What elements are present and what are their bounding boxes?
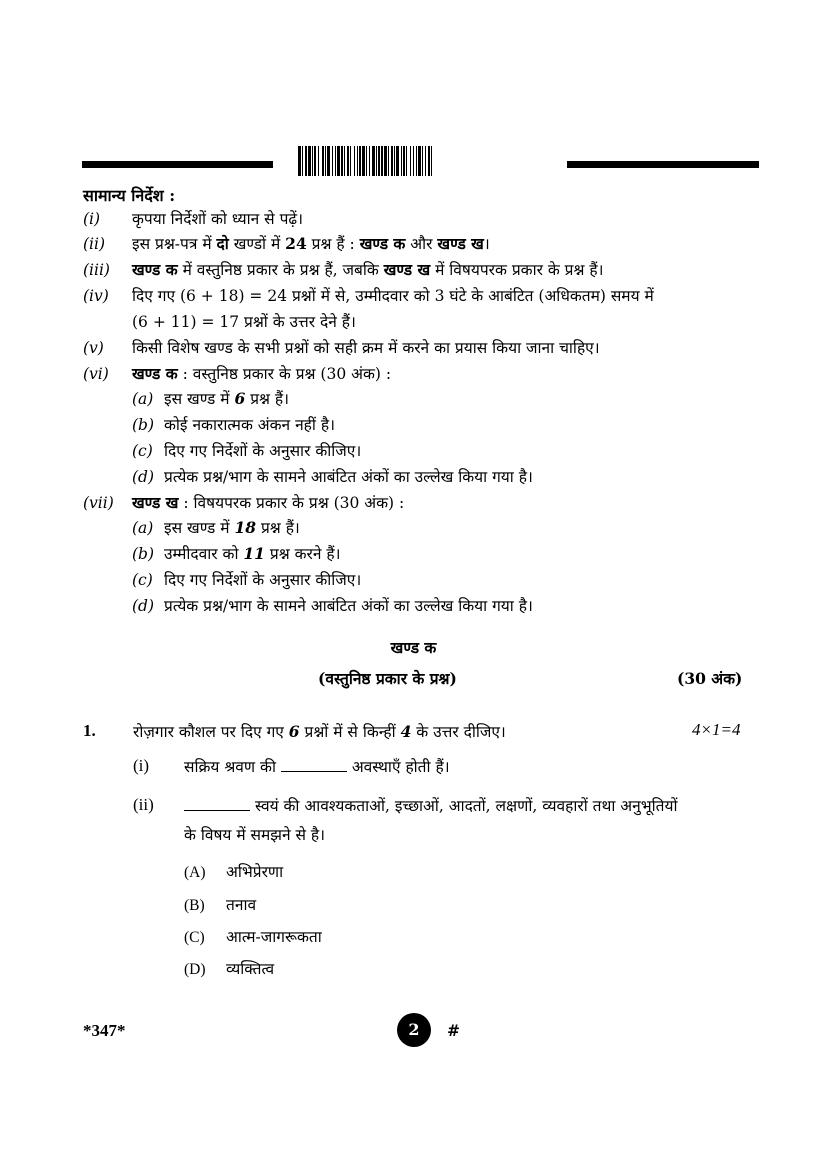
page-number: 2 <box>397 1013 431 1047</box>
subquestion-i-number: (i) <box>133 756 150 775</box>
option-b: (B) तनाव <box>184 896 257 914</box>
instruction-text: खण्ड ख : विषयपरक प्रकार के प्रश्न (30 अंक) : <box>132 493 405 512</box>
question-marks: 4×1=4 <box>692 720 741 739</box>
instruction-number: (v) <box>83 339 104 357</box>
instruction-text: (6 + 11) = 17 प्रश्नों के उत्तर देने हैं। <box>132 313 356 331</box>
question-text: रोज़गार कौशल पर दिए गए 6 प्रश्नों में से किन्हीं 4 के उत्तर दीजिए। <box>133 722 506 741</box>
answer-blank <box>281 757 347 772</box>
instruction-text: खण्ड क : वस्तुनिष्ठ प्रकार के प्रश्न (30 अंक) : <box>132 364 392 383</box>
instruction-text: इस खण्ड में 6 प्रश्न हैं। <box>164 389 290 408</box>
paper-code: *347* <box>83 1021 126 1040</box>
instruction-number: (a) <box>132 390 154 408</box>
instruction-number: (b) <box>132 416 155 434</box>
instruction-number: (c) <box>132 442 153 460</box>
subquestion-i-text: सक्रिय श्रवण की अवस्थाएँ होती हैं। <box>184 758 450 776</box>
instruction-text: कृपया निर्देशों को ध्यान से पढ़ें। <box>132 210 303 228</box>
instruction-text: प्रत्येक प्रश्न/भाग के सामने आबंटित अंकों का उल्लेख किया गया है। <box>164 597 533 615</box>
instruction-text: प्रत्येक प्रश्न/भाग के सामने आबंटित अंकों का उल्लेख किया गया है। <box>164 468 533 486</box>
section-marks: (30 अंक) <box>677 669 743 688</box>
top-rule-left <box>82 161 273 168</box>
instruction-text: दिए गए (6 + 18) = 24 प्रश्नों में से, उम्मीदवार को 3 घंटे के आबंटित (अधिकतम) समय में <box>132 287 654 305</box>
section-subtitle: (वस्तुनिष्ठ प्रकार के प्रश्न) <box>318 669 457 688</box>
question-number: 1. <box>83 721 96 740</box>
instruction-text: उम्मीदवार को 11 प्रश्न करने हैं। <box>164 544 341 563</box>
instruction-text: इस प्रश्न-पत्र में दो खण्डों में 24 प्रश्न हैं : खण्ड क और खण्ड ख। <box>132 234 490 253</box>
instructions-title: सामान्य निर्देश : <box>83 186 176 205</box>
footer-hash-mark: # <box>447 1021 460 1040</box>
instruction-number: (c) <box>132 571 153 589</box>
instruction-number: (ii) <box>83 235 106 253</box>
instruction-text: दिए गए निर्देशों के अनुसार कीजिए। <box>164 442 362 460</box>
instruction-number: (b) <box>132 545 155 563</box>
subquestion-ii-number: (ii) <box>133 795 154 814</box>
instruction-text: किसी विशेष खण्ड के सभी प्रश्नों को सही क्रम में करने का प्रयास किया जाना चाहिए। <box>132 339 600 357</box>
barcode <box>298 146 552 176</box>
instruction-number: (iv) <box>83 287 109 305</box>
answer-blank <box>184 796 250 811</box>
instruction-number: (d) <box>132 597 155 615</box>
option-a: (A) अभिप्रेरणा <box>184 863 284 881</box>
subquestion-ii-line1: स्वयं की आवश्यकताओं, इच्छाओं, आदतों, लक्षणों, व्यवहारों तथा अनुभूतियों <box>184 794 678 816</box>
instruction-number: (d) <box>132 468 155 486</box>
option-d: (D) व्यक्तित्व <box>184 960 275 978</box>
instruction-number: (i) <box>83 210 101 228</box>
instruction-text: खण्ड क में वस्तुनिष्ठ प्रकार के प्रश्न हैं, जबकि खण्ड ख में विषयपरक प्रकार के प्रश्न हैं। <box>132 260 604 279</box>
instruction-text: दिए गए निर्देशों के अनुसार कीजिए। <box>164 571 362 589</box>
instruction-number: (vii) <box>83 494 114 512</box>
instruction-number: (a) <box>132 519 154 537</box>
subquestion-ii-line2: के विषय में समझने से है। <box>184 826 326 844</box>
top-rule-right <box>567 161 759 168</box>
option-c: (C) आत्म-जागरूकता <box>184 928 322 946</box>
instruction-number: (vi) <box>83 365 109 383</box>
section-title: खण्ड क <box>390 638 437 657</box>
instruction-number: (iii) <box>83 261 110 279</box>
instruction-text: इस खण्ड में 18 प्रश्न हैं। <box>164 518 300 537</box>
instruction-text: कोई नकारात्मक अंकन नहीं है। <box>164 416 335 434</box>
